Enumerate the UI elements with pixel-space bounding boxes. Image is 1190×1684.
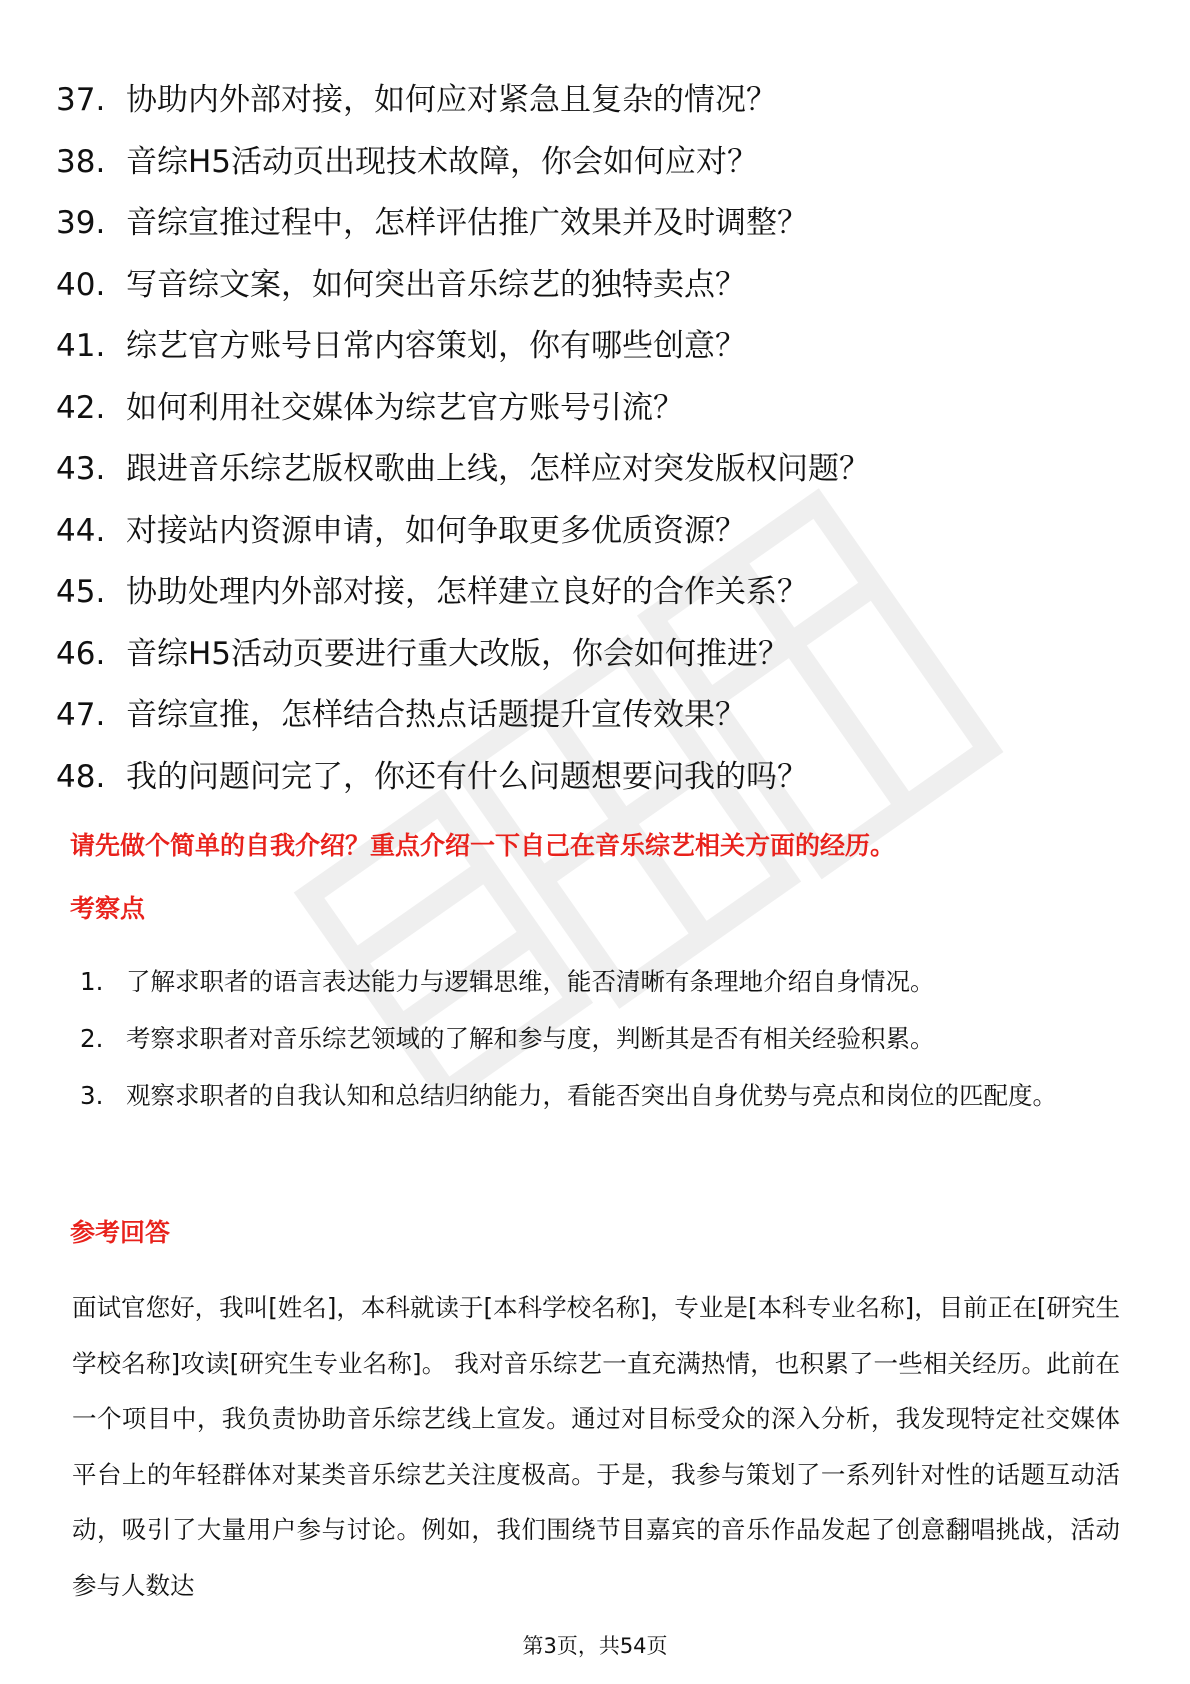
point-text: 考察求职者对音乐综艺领域的了解和参与度，判断其是否有相关经验积累。 <box>126 1024 935 1053</box>
assessment-points <box>80 953 1120 1124</box>
question-item <box>56 132 1136 194</box>
question-number: 43. <box>56 451 106 487</box>
question-number: 41. <box>56 328 106 364</box>
question-item <box>56 439 1136 501</box>
question-item <box>56 378 1136 440</box>
question-text: 音综宣推过程中，怎样评估推广效果并及时调整？ <box>126 205 808 241</box>
question-number: 42. <box>56 389 106 426</box>
question-number: 48. <box>56 758 106 795</box>
point-number: 2. <box>80 1024 104 1053</box>
question-number: 44. <box>56 512 106 549</box>
page-footer: 第3页，共54页 <box>522 1634 668 1658</box>
question-number: 39. <box>56 205 106 241</box>
question-number: 37. <box>56 82 106 118</box>
question-text: 我的问题问完了，你还有什么问题想要问我的吗？ <box>126 758 808 795</box>
question-item <box>56 193 1136 255</box>
question-number: 46. <box>56 635 106 672</box>
point-text: 观察求职者的自我认知和总结归纳能力，看能否突出自身优势与亮点和岗位的匹配度。 <box>126 1081 1057 1110</box>
question-text: 协助处理内外部对接，怎样建立良好的合作关系？ <box>126 574 808 610</box>
question-item <box>56 685 1136 747</box>
question-item <box>56 255 1136 317</box>
section-heading: 请先做个简单的自我介绍？重点介绍一下自己在音乐综艺相关方面的经历。 <box>70 831 896 860</box>
question-item <box>56 70 1136 132</box>
question-list <box>56 70 1136 808</box>
question-text: 协助内外部对接，如何应对紧急且复杂的情况？ <box>126 82 777 118</box>
question-number: 40. <box>56 266 106 303</box>
point-text: 了解求职者的语言表达能力与逻辑思维，能否清晰有条理地介绍自身情况。 <box>126 967 935 996</box>
assessment-point <box>80 953 1120 1010</box>
question-text: 如何利用社交媒体为综艺官方账号引流？ <box>126 389 684 426</box>
question-item <box>56 747 1136 809</box>
point-number: 3. <box>80 1081 104 1110</box>
reference-answer-text: 面试官您好，我叫[姓名]，本科就读于[本科学校名称]，专业是[本科专业名称]，目前正在[研究生学校名称]攻读[研究生专业名称]。 我对音乐综艺一直充满热情，也积累了一些相关经历。此前在一个项目中，我负责协助音乐综艺线上宣发。通过对目标受众的深入分析，我发现特定社交媒体平台上的年轻群体对某类音乐综艺关注度极高。于是，我参与策划了一系列针对性的话题互动活动，吸引了大量用户参与讨论。例如，我们围绕节目嘉宾的音乐作品发起了创意翻唱挑战，活动参与人数达 <box>72 1293 1120 1600</box>
question-text: 音综H5活动页出现技术故障，你会如何应对？ <box>126 143 759 180</box>
question-item <box>56 501 1136 563</box>
question-number: 47. <box>56 697 106 733</box>
question-text: 跟进音乐综艺版权歌曲上线，怎样应对突发版权问题？ <box>126 451 870 487</box>
question-text: 对接站内资源申请，如何争取更多优质资源？ <box>126 512 746 549</box>
assessment-point <box>80 1010 1120 1067</box>
question-item <box>56 624 1136 686</box>
question-text: 音综H5活动页要进行重大改版，你会如何推进？ <box>126 635 790 672</box>
question-text: 综艺官方账号日常内容策划，你有哪些创意？ <box>126 328 746 364</box>
question-number: 38. <box>56 143 106 180</box>
reference-answer-label: 参考回答 <box>70 1218 171 1247</box>
question-text: 音综宣推，怎样结合热点话题提升宣传效果？ <box>126 697 746 733</box>
kaochadian-label: 考察点 <box>70 894 146 923</box>
question-item <box>56 316 1136 378</box>
question-text: 写音综文案，如何突出音乐综艺的独特卖点？ <box>126 266 746 303</box>
assessment-point <box>80 1067 1120 1124</box>
question-item <box>56 562 1136 624</box>
point-number: 1. <box>80 967 104 996</box>
question-number: 45. <box>56 574 106 610</box>
